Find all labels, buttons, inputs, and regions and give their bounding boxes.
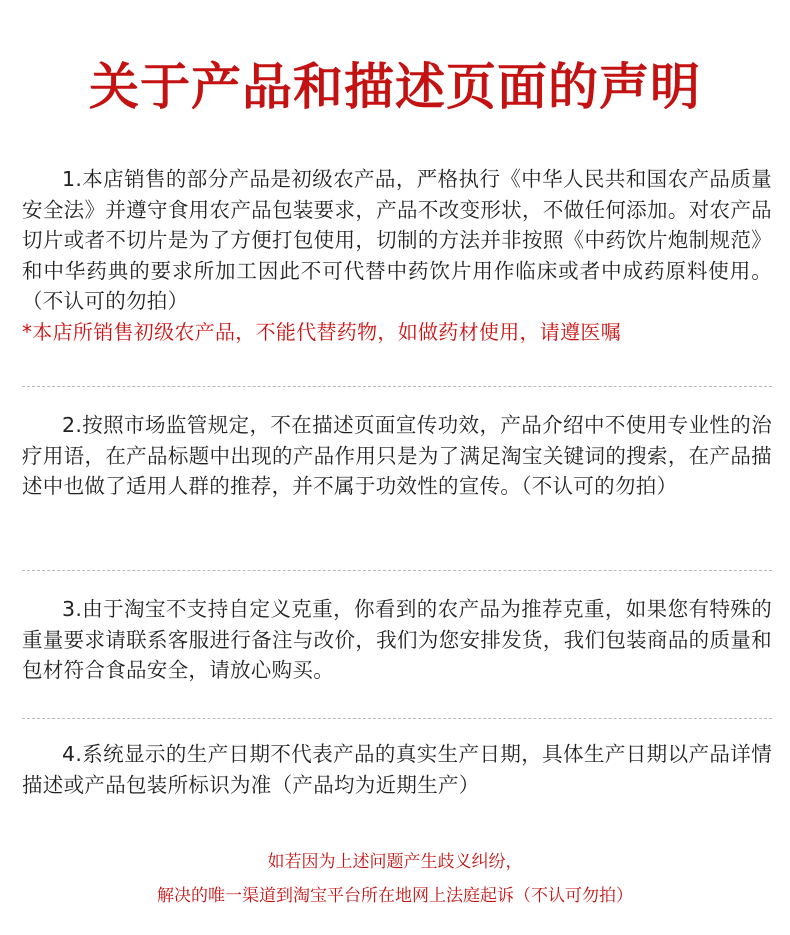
statement-section-3 bbox=[22, 594, 772, 686]
statement-text-4: 4.系统显示的生产日期不代表产品的真实生产日期，具体生产日期以产品详情描述或产品包装所标识为准（产品均为近期生产） bbox=[22, 742, 772, 797]
section-divider-3 bbox=[22, 718, 772, 719]
medicine-warning: *本店所销售初级农产品，不能代替药物，如做药材使用，请遵医嘱 bbox=[22, 319, 621, 344]
dispute-notice-line-2: 解决的唯一渠道到淘宝平台所在地网上法庭起诉（不认可勿拍） bbox=[157, 886, 633, 906]
statement-text-3: 3.由于淘宝不支持自定义克重，你看到的农产品为推荐克重，如果您有特殊的重量要求请联系客服进行备注与改价，我们为您安排发货，我们包装商品的质量和包材符合食品安全，请放心购买。 bbox=[22, 597, 772, 682]
statement-section-1 bbox=[22, 164, 772, 347]
statement-text-1: 1.本店销售的部分产品是初级农产品，严格执行《中华人民共和国农产品质量安全法》并遵守食用农产品包装要求，产品不改变形状，不做任何添加。对农产品切片或者不切片是为了方便打包使用，切制的方法并非按照《中药饮片炮制规范》和中华药典的要求所加工因此不可代替中药饮片用作临床或者中成药原料使用。（不认可的勿拍） bbox=[22, 167, 772, 313]
page-title: 关于产品和描述页面的声明 bbox=[89, 57, 701, 116]
dispute-notice-line-1: 如若因为上述问题产生歧义纠纷， bbox=[267, 852, 523, 872]
section-divider-2 bbox=[22, 570, 772, 571]
statement-section-4 bbox=[22, 739, 772, 800]
statement-section-2 bbox=[22, 410, 772, 502]
section-divider-1 bbox=[22, 386, 772, 387]
statement-text-2: 2.按照市场监管规定，不在描述页面宣传功效，产品介绍中不使用专业性的治疗用语，在产品标题中出现的产品作用只是为了满足淘宝关键词的搜索，在产品描述中也做了适用人群的推荐，并不属于功效性的宣传。（不认可的勿拍） bbox=[22, 413, 772, 498]
